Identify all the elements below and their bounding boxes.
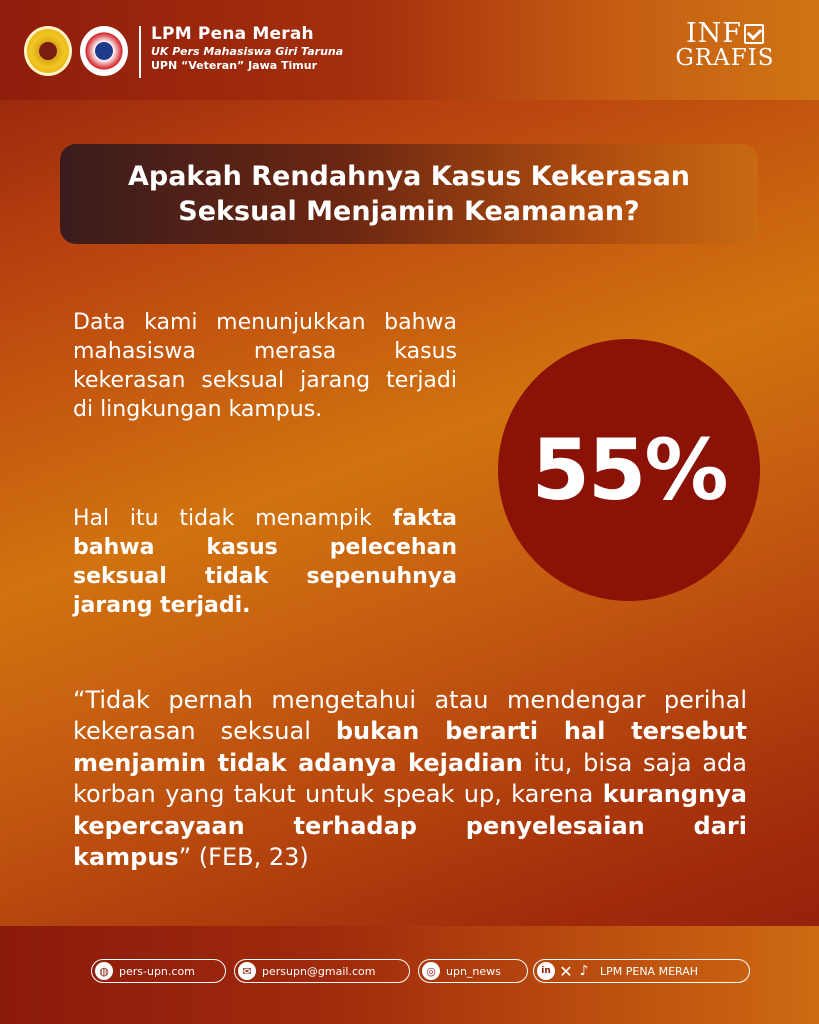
title-line2: Seksual Menjamin Keamanan? [178,196,640,227]
website-text: pers-upn.com [119,964,195,978]
testimonial-quote [73,685,747,874]
body-paragraph-2 [73,504,457,620]
stat-percentage: 55% [531,421,727,519]
infografis-brand [664,20,786,70]
linkedin-icon[interactable]: in [537,962,555,980]
quote-part1: “Tidak pernah mengetahui atau mendengar perihal kekerasan seksual [73,686,747,746]
body-paragraph-1: Data kami menunjukkan bahwa mahasiswa merasa kasus kekerasan seksual jarang terjadi di lingkungan kampus. [73,310,457,423]
organization-info [151,24,343,73]
email-text: persupn@gmail.com [262,964,376,978]
quote-part4: kurangnya kepercayaan terhadap penyelesaian dari kampus [73,780,747,872]
title-line1: Apakah Rendahnya Kasus Kekerasan [127,160,691,192]
p2-normal: Hal itu tidak menampik [73,506,393,531]
press-logo [80,26,128,76]
org-name: LPM Pena Merah [151,24,314,44]
brand-line1: INF [685,18,743,49]
website-link[interactable] [91,959,226,983]
org-sub: UK Pers Mahasiswa Giri Taruna [151,45,344,59]
title-box [60,144,758,244]
org-university: UPN “Veteran” Jawa Timur [151,59,318,72]
university-logo [24,26,72,76]
social-name-text: LPM PENA MERAH [600,964,699,978]
instagram-icon: ◎ [422,962,440,980]
tiktok-icon[interactable]: ♪ [579,963,589,979]
instagram-link[interactable] [418,959,528,983]
quote-part2: bukan berarti hal tersebut menjamin tidak adanya kejadian [73,717,747,777]
email-link[interactable] [234,959,410,983]
quote-part3: itu, bisa saja ada korban yang takut untuk speak up, karena [73,748,748,809]
checkbox-icon [744,24,764,44]
page-title [89,159,729,229]
social-links[interactable] [533,959,750,983]
quote-part5: ” (FEB, 23) [178,843,309,872]
mail-icon: ✉ [238,962,256,980]
x-icon[interactable]: ✕ [559,961,573,981]
instagram-text: upn_news [446,964,501,978]
globe-icon: ◍ [95,962,113,980]
brand-line2: GRAFIS [675,45,775,71]
header-divider [139,26,141,78]
stat-circle [498,339,760,601]
p2-bold: fakta bahwa kasus pelecehan seksual tidak sepenuhnya jarang terjadi. [73,506,457,619]
